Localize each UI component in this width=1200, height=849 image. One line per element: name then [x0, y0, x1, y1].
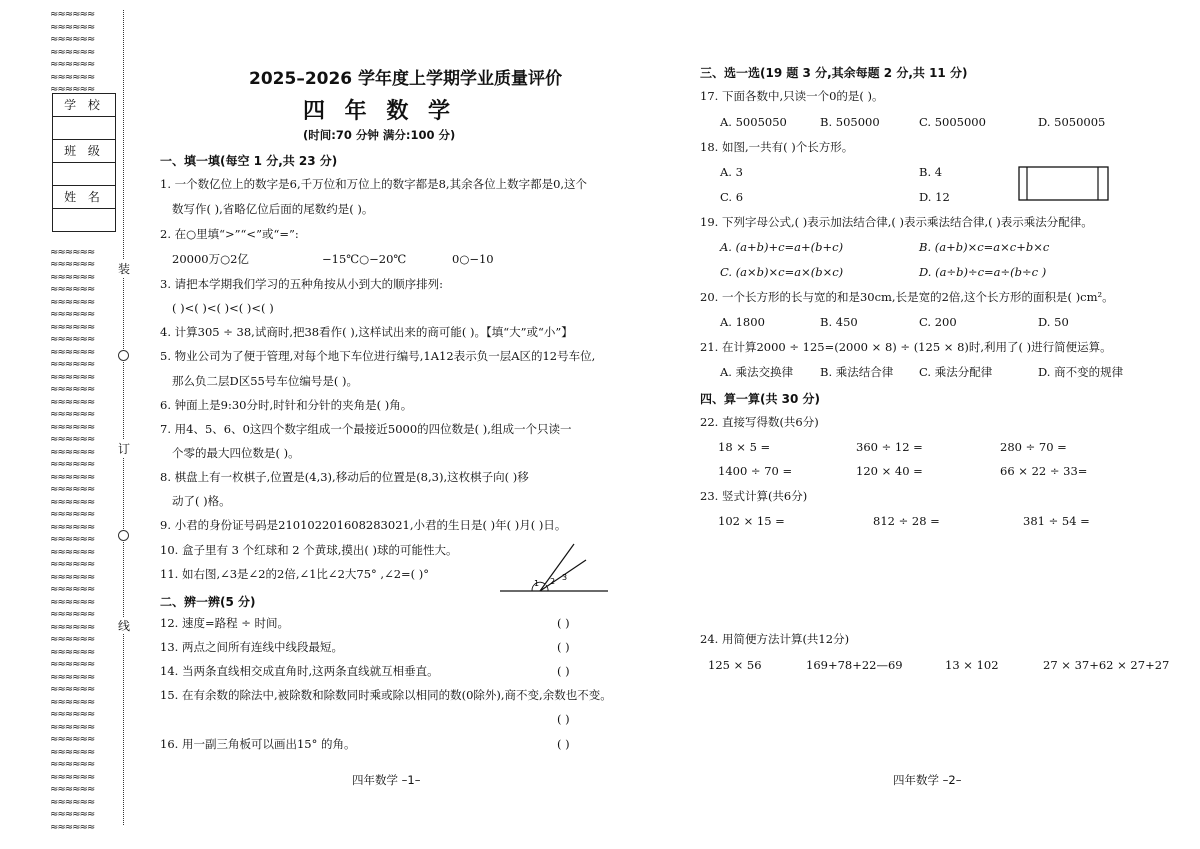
exam-year-title: 2025–2026 学年度上学期学业质量评价	[249, 69, 563, 89]
wave-ornament: ≈≈≈≈≈≈	[50, 72, 95, 83]
judge-item: 14. 当两条直线相交成直角时,这两条直线就互相垂直。	[160, 664, 439, 678]
question-5-line1: 5. 物业公司为了便于管理,对每个地下车位进行编号,1A12表示负一层A区的12号车位,	[160, 349, 596, 363]
wave-ornament: ≈≈≈≈≈≈	[50, 272, 95, 283]
option: B. (a+b)×c=a×c+b×c	[919, 240, 1050, 254]
wave-ornament: ≈≈≈≈≈≈	[50, 622, 95, 633]
question-19: 19. 下列字母公式,( )表示加法结合律,( )表示乘法结合律,( )表示乘法分配律。	[700, 215, 1093, 229]
question-8-line2: 动了( )格。	[172, 494, 231, 508]
question-2c: 0○−10	[452, 252, 494, 266]
wave-ornament: ≈≈≈≈≈≈	[50, 710, 95, 720]
calc-item: 381 ÷ 54 =	[1023, 514, 1090, 528]
wave-ornament: ≈≈≈≈≈≈	[50, 547, 95, 558]
wave-ornament: ≈≈≈≈≈≈	[50, 785, 95, 795]
calc-item: 66 × 22 ÷ 33=	[1000, 464, 1088, 478]
wave-ornament: ≈≈≈≈≈≈	[50, 597, 95, 608]
wave-ornament: ≈≈≈≈≈≈	[50, 672, 95, 683]
wave-ornament: ≈≈≈≈≈≈	[50, 747, 95, 758]
subject-title: 四 年 数 学	[303, 99, 456, 124]
page-1-footer: 四年数学 –1–	[352, 773, 421, 787]
question-18: 18. 如图,一共有( )个长方形。	[700, 140, 854, 154]
calc-item: 18 × 5 =	[718, 440, 771, 454]
option: B. 505000	[820, 115, 880, 129]
wave-ornament: ≈≈≈≈≈≈	[50, 60, 95, 70]
angle-label-1: 1	[534, 579, 540, 588]
question-24: 24. 用简便方法计算(共12分)	[700, 632, 850, 646]
wave-ornament: ≈≈≈≈≈≈	[50, 510, 95, 520]
calc-item: 102 × 15 =	[718, 514, 785, 528]
wave-ornament: ≈≈≈≈≈≈	[50, 410, 95, 420]
ray-1	[540, 544, 574, 591]
judge-paren: ( )	[557, 712, 570, 726]
angle-figure	[498, 540, 610, 596]
wave-ornament: ≈≈≈≈≈≈	[50, 497, 95, 508]
option: B. 450	[820, 315, 858, 329]
class-label: 班 级	[53, 140, 115, 163]
option: A. (a+b)+c=a+(b+c)	[720, 240, 844, 254]
wave-ornament: ≈≈≈≈≈≈	[50, 397, 95, 408]
judge-item: 16. 用一副三角板可以画出15° 的角。	[160, 737, 356, 751]
wave-ornament: ≈≈≈≈≈≈	[50, 722, 95, 733]
option: C. (a×b)×c=a×(b×c)	[720, 265, 844, 279]
option: D. 50	[1038, 315, 1069, 329]
wave-ornament: ≈≈≈≈≈≈	[50, 660, 95, 670]
question-7-line1: 7. 用4、5、6、0这四个数字组成一个最接近5000的四位数是( ),组成一个只读一	[160, 422, 572, 436]
question-4: 4. 计算305 ÷ 38,试商时,把38看作( ),这样试出来的商可能( )。【填“大”或“小”】	[160, 325, 573, 339]
wave-ornament: ≈≈≈≈≈≈	[50, 447, 95, 458]
wave-ornament: ≈≈≈≈≈≈	[50, 285, 95, 295]
question-1-line2: 数写作( ),省略亿位后面的尾数约是( )。	[172, 202, 374, 216]
wave-ornament: ≈≈≈≈≈≈	[50, 360, 95, 370]
page-2-footer: 四年数学 –2–	[893, 773, 962, 787]
option: A. 5005050	[720, 115, 787, 129]
question-17: 17. 下面各数中,只读一个0的是( )。	[700, 89, 884, 103]
judge-paren: ( )	[557, 664, 570, 678]
calc-item: 169+78+22—69	[806, 658, 903, 672]
option: C. 5005000	[919, 115, 986, 129]
angle-label-2: 2	[550, 577, 556, 586]
wave-ornament: ≈≈≈≈≈≈	[50, 772, 95, 783]
wave-ornament: ≈≈≈≈≈≈	[50, 322, 95, 333]
wave-ornament: ≈≈≈≈≈≈	[50, 585, 95, 595]
question-21: 21. 在计算2000 ÷ 125=(2000 × 8) ÷ (125 × 8)时,利用了( )进行简便运算。	[700, 340, 1112, 354]
question-6: 6. 钟面上是9:30分时,时针和分针的夹角是( )角。	[160, 398, 413, 412]
option: C. 乘法分配律	[919, 365, 993, 379]
question-2a: 20000万○2亿	[172, 252, 249, 266]
wave-ornament: ≈≈≈≈≈≈	[50, 485, 95, 495]
wave-ornament: ≈≈≈≈≈≈	[50, 572, 95, 583]
option: C. 6	[720, 190, 744, 204]
wave-ornament: ≈≈≈≈≈≈	[50, 385, 95, 395]
option: D. 12	[919, 190, 950, 204]
judge-paren: ( )	[557, 737, 570, 751]
option: B. 4	[919, 165, 943, 179]
judge-item: 15. 在有余数的除法中,被除数和除数同时乘或除以相同的数(0除外),商不变,余数也不变。	[160, 688, 612, 702]
question-3-blanks: ( )<( )<( )<( )<( )	[172, 301, 274, 315]
name-label: 姓 名	[53, 186, 115, 209]
wave-ornament: ≈≈≈≈≈≈	[50, 35, 95, 45]
judge-paren: ( )	[557, 640, 570, 654]
calc-item: 360 ÷ 12 =	[856, 440, 923, 454]
bind-char-zhuang: 装	[118, 262, 131, 276]
option: D. (a÷b)÷c=a÷(b÷c )	[919, 265, 1047, 279]
wave-ornament: ≈≈≈≈≈≈	[50, 735, 95, 745]
wave-ornament: ≈≈≈≈≈≈	[50, 610, 95, 620]
wave-ornament: ≈≈≈≈≈≈	[50, 685, 95, 695]
question-11: 11. 如右图,∠3是∠2的2倍,∠1比∠2大75° ,∠2=( )°	[160, 567, 430, 581]
question-9: 9. 小君的身份证号码是210102201608283021,小君的生日是( )年( )月( )日。	[160, 518, 567, 532]
name-field[interactable]	[53, 209, 115, 231]
calc-item: 280 ÷ 70 =	[1000, 440, 1067, 454]
wave-ornament: ≈≈≈≈≈≈	[50, 822, 95, 833]
calc-item: 1400 ÷ 70 =	[718, 464, 793, 478]
calc-item: 27 × 37+62 × 27+27	[1043, 658, 1170, 672]
binding-hole	[118, 530, 129, 541]
cut-line	[123, 10, 124, 825]
option: A. 乘法交换律	[720, 365, 794, 379]
wave-ornament: ≈≈≈≈≈≈	[50, 460, 95, 470]
wave-ornament: ≈≈≈≈≈≈	[50, 472, 95, 483]
wave-ornament: ≈≈≈≈≈≈	[50, 260, 95, 270]
bind-char-xian: 线	[118, 619, 131, 633]
wave-ornament: ≈≈≈≈≈≈	[50, 760, 95, 770]
option: A. 3	[720, 165, 743, 179]
calc-item: 120 × 40 =	[856, 464, 923, 478]
student-info-box	[52, 93, 116, 232]
option: A. 1800	[720, 315, 765, 329]
wave-ornament: ≈≈≈≈≈≈	[50, 647, 95, 658]
wave-ornament: ≈≈≈≈≈≈	[50, 10, 95, 20]
option: D. 商不变的规律	[1038, 365, 1124, 379]
calc-item: 13 × 102	[945, 658, 999, 672]
question-8-line1: 8. 棋盘上有一枚棋子,位置是(4,3),移动后的位置是(8,3),这枚棋子向( )移	[160, 470, 529, 484]
calc-item: 812 ÷ 28 =	[873, 514, 940, 528]
question-20: 20. 一个长方形的长与宽的和是30cm,长是宽的2倍,这个长方形的面积是( )cm²。	[700, 290, 1114, 304]
outer-rectangle	[1019, 167, 1108, 200]
angle-label-3: 3	[562, 573, 568, 582]
wave-ornament: ≈≈≈≈≈≈	[50, 85, 95, 95]
wave-ornament: ≈≈≈≈≈≈	[50, 797, 95, 808]
wave-ornament: ≈≈≈≈≈≈	[50, 297, 95, 308]
question-2: 2. 在○里填“>”“<”或“=”:	[160, 227, 299, 241]
question-3: 3. 请把本学期我们学习的五种角按从小到大的顺序排列:	[160, 277, 443, 291]
wave-ornament: ≈≈≈≈≈≈	[50, 310, 95, 320]
exam-info: (时间:70 分钟 满分:100 分)	[303, 128, 456, 142]
wave-ornament: ≈≈≈≈≈≈	[50, 635, 95, 645]
binding-strip	[0, 0, 140, 849]
rectangles-figure	[1018, 166, 1110, 202]
judge-item: 13. 两点之间所有连线中线段最短。	[160, 640, 343, 654]
wave-ornament: ≈≈≈≈≈≈	[50, 47, 95, 58]
question-10: 10. 盒子里有 3 个红球和 2 个黄球,摸出( )球的可能性大。	[160, 543, 458, 557]
bind-char-ding: 订	[118, 442, 131, 456]
question-23: 23. 竖式计算(共6分)	[700, 489, 808, 503]
wave-ornament: ≈≈≈≈≈≈	[50, 535, 95, 545]
wave-ornament: ≈≈≈≈≈≈	[50, 435, 95, 445]
section-1-title: 一、填一填(每空 1 分,共 23 分)	[160, 154, 338, 168]
wave-ornament: ≈≈≈≈≈≈	[50, 22, 95, 33]
wave-ornament: ≈≈≈≈≈≈	[50, 247, 95, 258]
class-field[interactable]	[53, 163, 115, 186]
wave-ornament: ≈≈≈≈≈≈	[50, 347, 95, 358]
section-2-title: 二、辨一辨(5 分)	[160, 595, 256, 609]
section-4-title: 四、算一算(共 30 分)	[700, 392, 821, 406]
question-2b: −15℃○−20℃	[322, 252, 407, 266]
question-22: 22. 直接写得数(共6分)	[700, 415, 819, 429]
question-1-line1: 1. 一个数亿位上的数字是6,千万位和万位上的数字都是8,其余各位上数字都是0,这个	[160, 177, 588, 191]
wave-ornament: ≈≈≈≈≈≈	[50, 522, 95, 533]
wave-ornament: ≈≈≈≈≈≈	[50, 422, 95, 433]
wave-ornament: ≈≈≈≈≈≈	[50, 697, 95, 708]
judge-paren: ( )	[557, 616, 570, 630]
wave-ornament: ≈≈≈≈≈≈	[50, 372, 95, 383]
option: B. 乘法结合律	[820, 365, 894, 379]
option: C. 200	[919, 315, 957, 329]
wave-ornament: ≈≈≈≈≈≈	[50, 335, 95, 345]
calc-item: 125 × 56	[708, 658, 762, 672]
section-3-title: 三、选一选(19 题 3 分,其余每题 2 分,共 11 分)	[700, 66, 968, 80]
wave-ornament: ≈≈≈≈≈≈	[50, 810, 95, 820]
option: D. 5050005	[1038, 115, 1106, 129]
school-label: 学 校	[53, 94, 115, 117]
question-7-line2: 个零的最大四位数是( )。	[172, 446, 300, 460]
binding-hole	[118, 350, 129, 361]
judge-item: 12. 速度=路程 ÷ 时间。	[160, 616, 290, 630]
wave-ornament: ≈≈≈≈≈≈	[50, 560, 95, 570]
school-field[interactable]	[53, 117, 115, 140]
question-5-line2: 那么负二层D区55号车位编号是( )。	[172, 374, 358, 388]
